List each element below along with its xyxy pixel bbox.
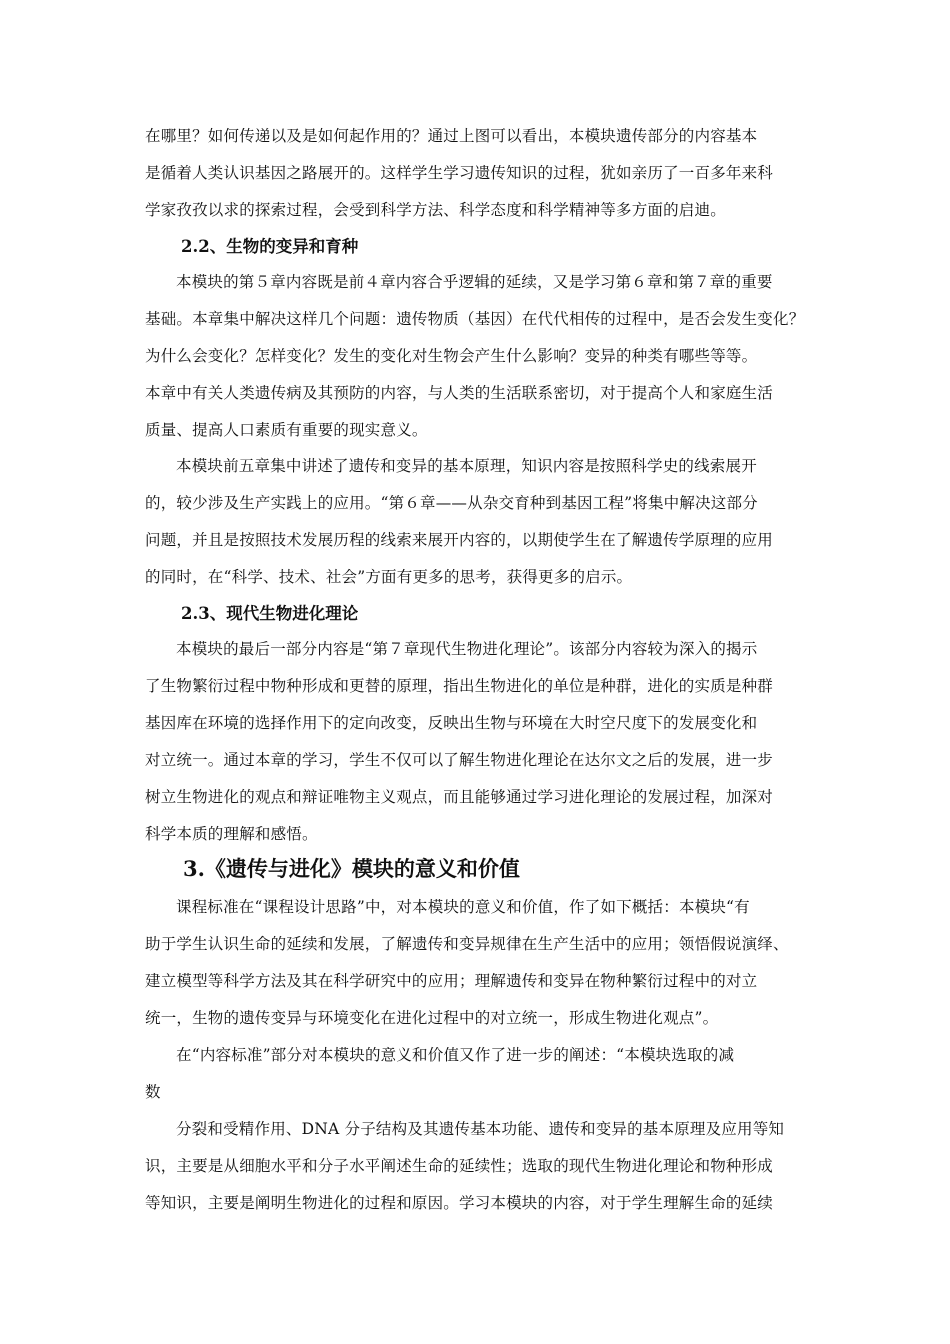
s3-p3-line-3: 等知识，主要是阐明生物进化的过程和原因。学习本模块的内容，对于学生理解生命的延续 bbox=[145, 1194, 774, 1212]
section-2-3-heading: 2.3、现代生物进化理论 bbox=[181, 604, 359, 623]
intro-line-1: 在哪里？如何传递以及是如何起作用的？通过上图可以看出，本模块遗传部分的内容基本 bbox=[145, 127, 758, 145]
s22-p1-line-3: 为什么会变化？怎样变化？发生的变化对生物会产生什么影响？变异的种类有哪些等等。 bbox=[145, 347, 758, 365]
s23-p1-line-6: 科学本质的理解和感悟。 bbox=[145, 825, 318, 843]
s3-p3-line-1: 分裂和受精作用、DNA 分子结构及其遗传基本功能、遗传和变异的基本原理及应用等知 bbox=[176, 1120, 785, 1138]
s23-p1-line-1: 本模块的最后一部分内容是“第７章现代生物进化理论”。该部分内容较为深入的揭示 bbox=[176, 640, 758, 658]
section-3-heading: 3.《遗传与进化》模块的意义和价值 bbox=[183, 856, 520, 881]
intro-line-3: 学家孜孜以求的探索过程，会受到科学方法、科学态度和科学精神等多方面的启迪。 bbox=[145, 201, 726, 219]
s3-p1-line-3: 建立模型等科学方法及其在科学研究中的应用；理解遗传和变异在物种繁衍过程中的对立 bbox=[145, 972, 758, 990]
s3-p2-line-2: 数 bbox=[145, 1083, 161, 1101]
intro-line-2: 是循着人类认识基因之路展开的。这样学生学习遗传知识的过程，犹如亲历了一百多年来科 bbox=[145, 164, 774, 182]
s23-p1-line-4: 对立统一。通过本章的学习，学生不仅可以了解生物进化理论在达尔文之后的发展，进一步 bbox=[145, 751, 774, 769]
s22-p1-line-2: 基础。本章集中解决这样几个问题：遗传物质（基因）在代代相传的过程中，是否会发生变化？ bbox=[145, 310, 805, 328]
s23-p1-line-2: 了生物繁衍过程中物种形成和更替的原理，指出生物进化的单位是种群，进化的实质是种群 bbox=[145, 677, 774, 695]
s3-p3-line-2: 识，主要是从细胞水平和分子水平阐述生命的延续性；选取的现代生物进化理论和物种形成 bbox=[145, 1157, 774, 1175]
s22-p2-line-1: 本模块前五章集中讲述了遗传和变异的基本原理，知识内容是按照科学史的线索展开 bbox=[176, 457, 757, 475]
s22-p2-line-2: 的，较少涉及生产实践上的应用。“第６章——从杂交育种到基因工程”将集中解决这部分 bbox=[145, 494, 758, 512]
s22-p2-line-4: 的同时，在“科学、技术、社会”方面有更多的思考，获得更多的启示。 bbox=[145, 568, 633, 586]
s3-p2-line-1: 在“内容标准”部分对本模块的意义和价值又作了进一步的阐述：“本模块选取的减 bbox=[176, 1046, 735, 1064]
s23-p1-line-3: 基因库在环境的选择作用下的定向改变，反映出生物与环境在大时空尺度下的发展变化和 bbox=[145, 714, 758, 732]
section-2-2-heading: 2.2、生物的变异和育种 bbox=[181, 237, 359, 256]
s3-p1-line-1: 课程标准在“课程设计思路”中，对本模块的意义和价值，作了如下概括：本模块“有 bbox=[176, 898, 750, 916]
s23-p1-line-5: 树立生物进化的观点和辩证唯物主义观点，而且能够通过学习进化理论的发展过程，加深对 bbox=[145, 788, 774, 806]
s3-p1-line-2: 助于学生认识生命的延续和发展，了解遗传和变异规律在生产生活中的应用；领悟假说演绎、 bbox=[145, 935, 789, 953]
s22-p2-line-3: 问题，并且是按照技术发展历程的线索来展开内容的，以期使学生在了解遗传学原理的应用 bbox=[145, 531, 774, 549]
s3-p1-line-4: 统一，生物的遗传变异与环境变化在进化过程中的对立统一，形成生物进化观点”。 bbox=[145, 1009, 719, 1027]
s22-p1-line-4: 本章中有关人类遗传病及其预防的内容，与人类的生活联系密切，对于提高个人和家庭生活 bbox=[145, 384, 774, 402]
s22-p1-line-1: 本模块的第５章内容既是前４章内容合乎逻辑的延续，又是学习第６章和第７章的重要 bbox=[176, 273, 773, 291]
s22-p1-line-5: 质量、提高人口素质有重要的现实意义。 bbox=[145, 421, 428, 439]
